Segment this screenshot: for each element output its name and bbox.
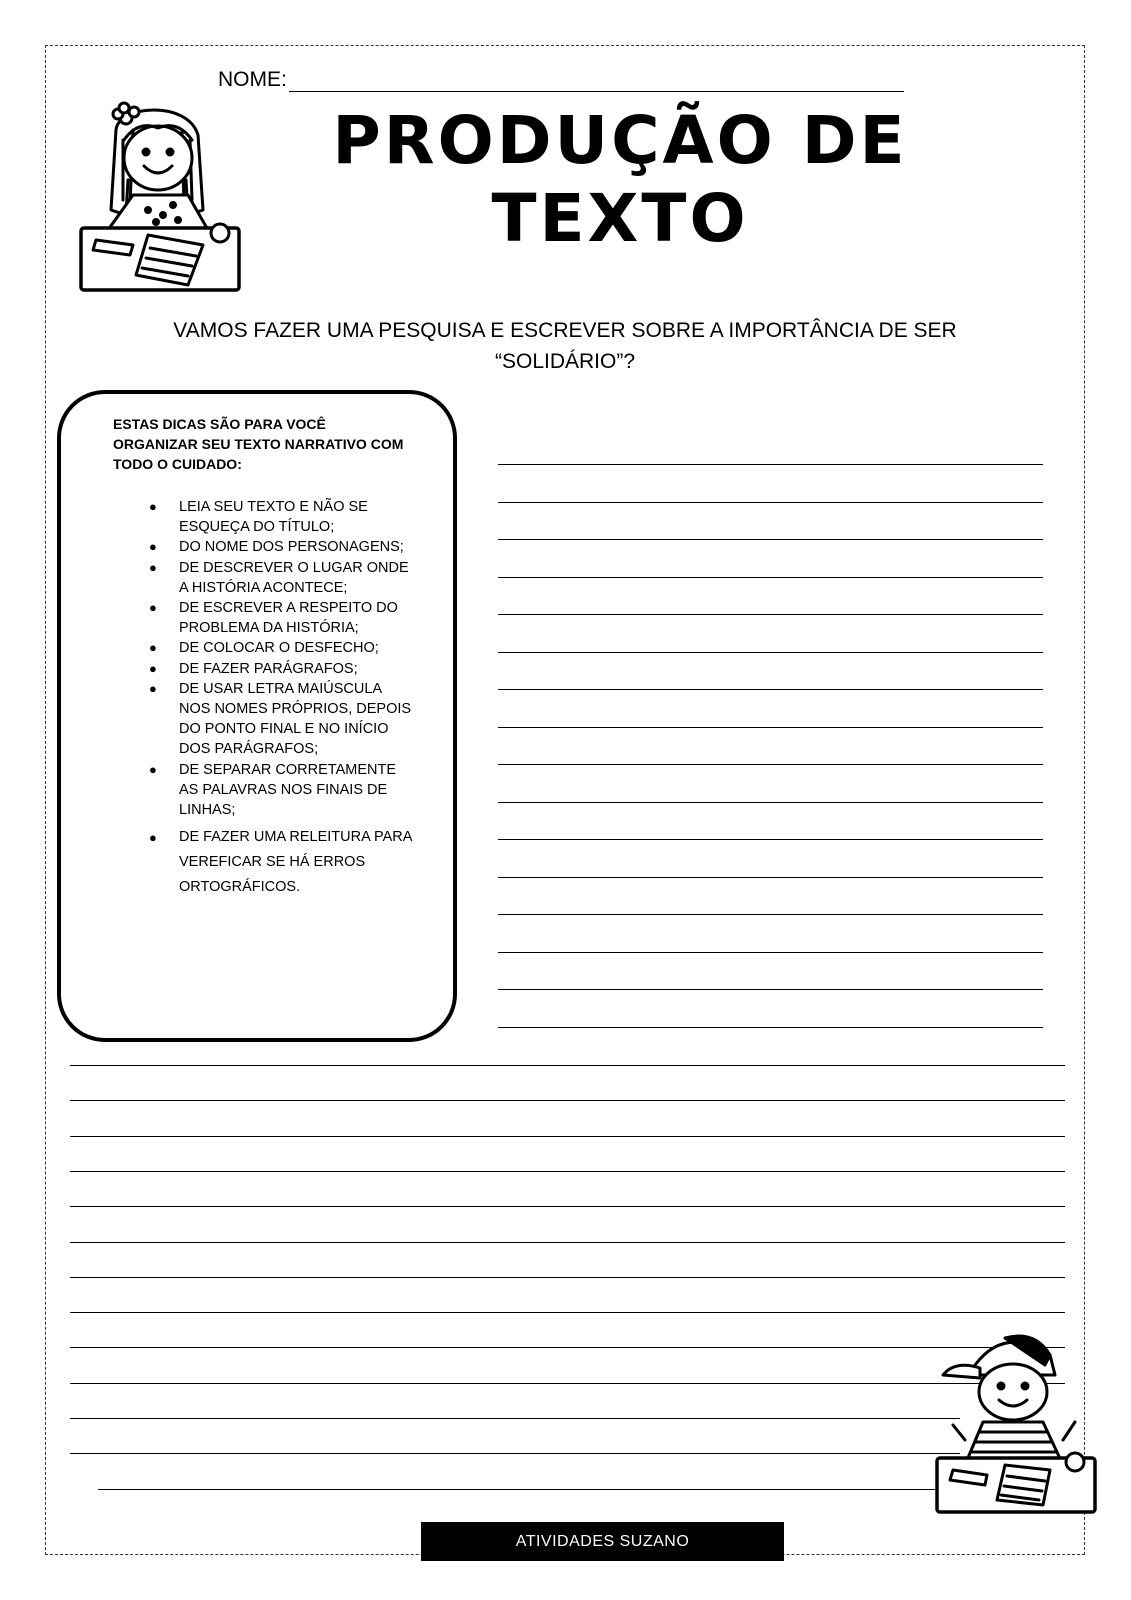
writing-line[interactable] bbox=[70, 1065, 1065, 1066]
tip-item: ● DE COLOCAR O DESFECHO; bbox=[149, 640, 379, 657]
writing-line[interactable] bbox=[498, 577, 1043, 578]
writing-line[interactable] bbox=[70, 1171, 1065, 1172]
writing-line[interactable] bbox=[70, 1453, 960, 1454]
writing-line[interactable] bbox=[498, 539, 1043, 540]
prompt-question bbox=[120, 315, 1010, 377]
writing-line[interactable] bbox=[498, 614, 1043, 615]
writing-line[interactable] bbox=[70, 1100, 1065, 1101]
tips-list bbox=[113, 497, 413, 900]
footer-banner: ATIVIDADES SUZANO bbox=[421, 1522, 784, 1561]
writing-line[interactable] bbox=[70, 1347, 1065, 1348]
writing-line[interactable] bbox=[498, 877, 1043, 878]
writing-line[interactable] bbox=[70, 1277, 1065, 1278]
tip-item: ● DE ESCREVER A RESPEITO DO PROBLEMA DA HISTÓRIA; bbox=[149, 600, 398, 637]
writing-line[interactable] bbox=[70, 1418, 960, 1419]
writing-line[interactable] bbox=[70, 1312, 1065, 1313]
writing-line[interactable] bbox=[498, 727, 1043, 728]
tips-heading: ESTAS DICAS SÃO PARA VOCÊ ORGANIZAR SEU TEXTO NARRATIVO COM TODO O CUIDADO: bbox=[113, 416, 404, 472]
writing-line[interactable] bbox=[498, 952, 1043, 953]
writing-line[interactable] bbox=[70, 1136, 1065, 1137]
writing-line[interactable] bbox=[498, 689, 1043, 690]
prompt-question-line1: VAMOS FAZER UMA PESQUISA E ESCREVER SOBRE A IMPORTÂNCIA DE SER bbox=[173, 319, 957, 342]
writing-line[interactable] bbox=[498, 989, 1043, 990]
tip-item: ● LEIA SEU TEXTO E NÃO SE ESQUEÇA DO TÍTULO; bbox=[149, 499, 368, 536]
writing-line[interactable] bbox=[70, 1383, 1065, 1384]
boy-writing-at-desk-icon bbox=[935, 1330, 1100, 1515]
writing-line[interactable] bbox=[498, 764, 1043, 765]
writing-line[interactable] bbox=[498, 914, 1043, 915]
writing-line[interactable] bbox=[498, 802, 1043, 803]
tip-item: ● DE USAR LETRA MAIÚSCULA NOS NOMES PRÓPRIOS, DEPOIS DO PONTO FINAL E NO INÍCIO DOS PARÁGRAFOS; bbox=[149, 680, 412, 758]
writing-line[interactable] bbox=[70, 1242, 1065, 1243]
tip-item: ● DE DESCREVER O LUGAR ONDE A HISTÓRIA ACONTECE; bbox=[149, 559, 409, 596]
writing-line[interactable] bbox=[70, 1206, 1065, 1207]
writing-line[interactable] bbox=[498, 839, 1043, 840]
tip-item: ● DE FAZER UMA RELEITURA PARA VEREFICAR SE HÁ ERROS ORTOGRÁFICOS. bbox=[149, 829, 412, 896]
writing-line[interactable] bbox=[498, 464, 1043, 465]
writing-line[interactable] bbox=[498, 1027, 1043, 1028]
name-input-line[interactable] bbox=[289, 69, 904, 92]
page-title-line1: PRODUÇÃO DE bbox=[332, 102, 908, 179]
writing-line[interactable] bbox=[98, 1489, 958, 1490]
tip-item: ● DO NOME DOS PERSONAGENS; bbox=[149, 539, 404, 556]
page-title-line2: TEXTO bbox=[491, 180, 749, 257]
tips-box bbox=[57, 390, 457, 1042]
name-label: NOME: bbox=[218, 68, 287, 91]
name-row bbox=[218, 68, 904, 92]
writing-line[interactable] bbox=[498, 652, 1043, 653]
tip-item: ● DE FAZER PARÁGRAFOS; bbox=[149, 660, 358, 677]
prompt-question-line2: “SOLIDÁRIO”? bbox=[494, 350, 636, 373]
writing-line[interactable] bbox=[498, 502, 1043, 503]
girl-writing-at-desk-icon bbox=[78, 100, 243, 295]
tip-item: ● DE SEPARAR CORRETAMENTE AS PALAVRAS NOS FINAIS DE LINHAS; bbox=[149, 761, 396, 819]
